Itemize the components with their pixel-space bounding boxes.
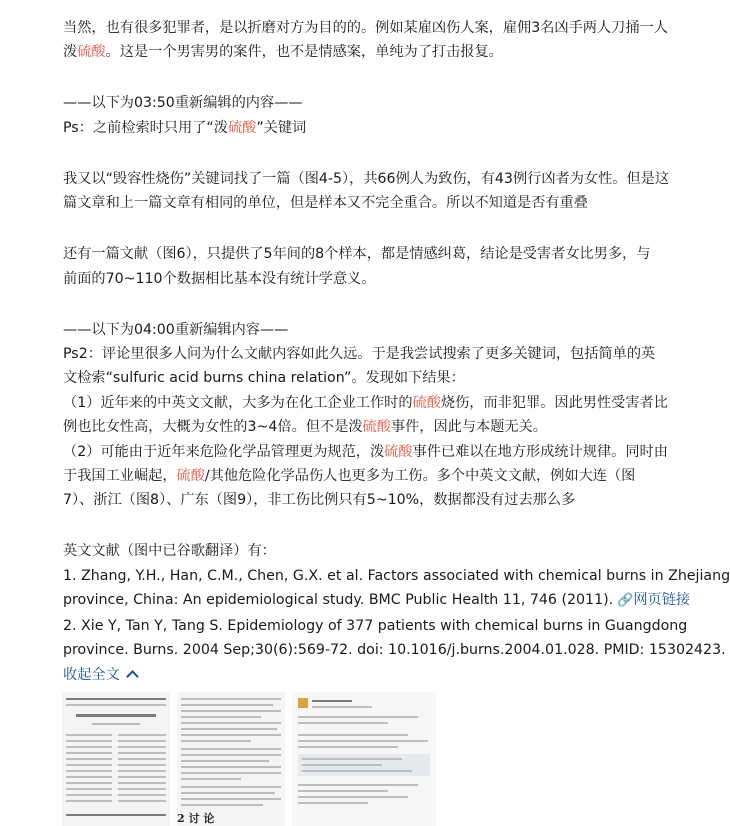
text-segment: 于我国工业崛起， [63, 468, 177, 485]
text-segment: 事件已难以在地方形成统计规律。同时由 [412, 443, 668, 460]
p3-line1: 还有一篇文献（图6），只提供了5年间的8个样本，都是情感纠葛，结论是受害者女比男多，与 [63, 246, 651, 263]
keyword-highlight[interactable]: 硫酸 [384, 443, 413, 460]
item1-line2 [63, 415, 663, 439]
collapse-label: 收起全文 [63, 666, 120, 683]
text-segment: province, China: An epidemiological study. BMC Public Health 11, 746 (2011). [63, 592, 614, 609]
p2-line2: 篇文章和上一篇文章有相同的单位，但是样本又不完全重合。所以不知道是否有重叠 [63, 195, 588, 212]
web-link-label: 网页链接 [633, 592, 691, 609]
ref2-line1: 2. Xie Y, Tan Y, Tang S. Epidemiology of 377 patients with chemical burns in Guangdong [63, 617, 688, 634]
text-segment: （2）可能由于近年来危险化学品管理更为规范，泼 [63, 443, 385, 460]
thumbnail-image-3[interactable] [292, 692, 436, 826]
keyword-highlight[interactable]: 硫酸 [77, 44, 106, 61]
ref2-line2: province. Burns. 2004 Sep;30(6):569-72. doi: 10.1016/j.burns.2004.01.028. PMID: 15302423. [63, 642, 726, 659]
edit2-line1: Ps2：评论里很多人问为什么文献内容如此久远。于是我尝试搜索了更多关键词，包括简单的英 [63, 346, 656, 363]
text-segment: /其他危险化学品伤人也更多为工伤。多个中英文文献，例如大连（图 [204, 468, 636, 485]
keyword-highlight[interactable]: 硫酸 [412, 394, 441, 411]
p2-line1: 我又以“毁容性烧伤”关键词找了一篇（图4-5），共66例人为致伤，有43例行凶者为女性。但是这 [63, 170, 670, 187]
p1-line1: 当然，也有很多犯罪者，是以折磨对方为目的的。例如某雇凶伤人案，雇佣3名凶手两人刀捅一人 [63, 20, 668, 36]
edit1-ps [63, 116, 663, 140]
text-segment: 泼 [63, 44, 78, 61]
edit1-header: ——以下为03:50重新编辑的内容—— [63, 95, 303, 112]
text-segment: ”关键词 [256, 119, 307, 136]
keyword-highlight[interactable]: 硫酸 [362, 419, 391, 436]
ref1-line2 [63, 588, 691, 613]
item2-line1 [63, 440, 668, 464]
keyword-highlight[interactable]: 硫酸 [227, 119, 257, 136]
text-segment: （1）近年来的中英文文献，大多为在化工企业工作时的 [63, 394, 413, 411]
thumbnail-image-2[interactable] [177, 692, 285, 826]
edit2-line2: 文检索“sulfuric acid burns china relation”。发现如下结果： [63, 370, 465, 387]
text-segment: 事件，因此与本题无关。 [390, 419, 547, 436]
refs-header: 英文文献（图中已谷歌翻译）有： [63, 543, 276, 560]
answer-body [63, 16, 730, 687]
text-segment: 烧伤，而非犯罪。因此男性受害者比 [440, 394, 668, 411]
item1-line1 [63, 391, 668, 415]
text-segment: Ps：之前检索时只用了“泼 [63, 119, 228, 136]
thumbnail-caption: 2 讨 论 [177, 812, 215, 825]
item2-line3: 7）、浙江（图8）、广东（图9），非工伤比例只有5~10%，数据都没有过去那么多 [63, 492, 576, 509]
ref1-line1: 1. Zhang, Y.H., Han, C.M., Chen, G.X. et al. Factors associated with chemical burns in Zhejiang [63, 567, 730, 584]
p1-line2 [63, 40, 663, 64]
link-chain-icon: 🔗 [617, 593, 634, 609]
collapse-row [63, 663, 663, 687]
edit2-header: ——以下为04:00重新编辑内容—— [63, 321, 289, 338]
p3-line2: 前面的70~110个数据相比基本没有统计学意义。 [63, 270, 376, 287]
thumbnail-image-1[interactable] [62, 692, 170, 826]
collapse-button[interactable] [63, 663, 137, 687]
text-segment: 例也比女性高，大概为女性的3~4倍。但不是泼 [63, 419, 363, 436]
web-link[interactable] [613, 592, 690, 608]
chevron-up-icon [126, 670, 139, 683]
text-segment: 。这是一个男害男的案件，也不是情感案，单纯为了打击报复。 [105, 44, 503, 61]
item2-line2 [63, 464, 663, 488]
keyword-highlight[interactable]: 硫酸 [176, 468, 205, 485]
